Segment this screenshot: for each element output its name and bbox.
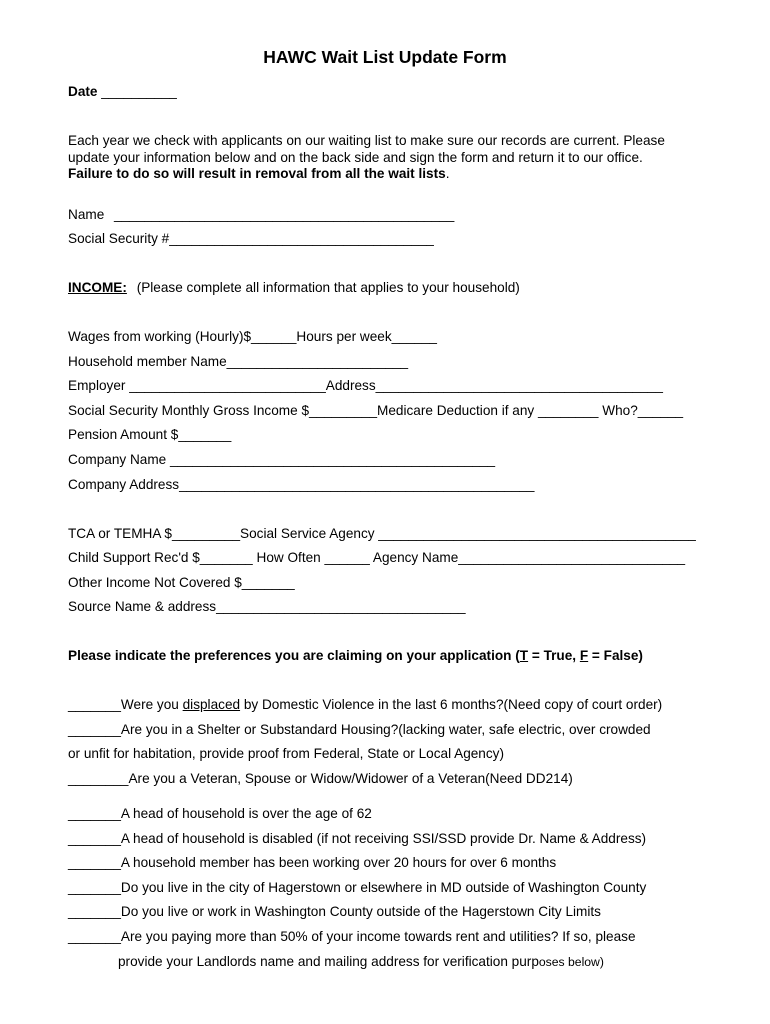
pref-blank[interactable]: _______ bbox=[68, 806, 121, 821]
ssn-label: Social Security # bbox=[68, 231, 170, 246]
pref-blank[interactable]: _______ bbox=[68, 929, 121, 944]
intro-warning: Failure to do so will result in removal from all the wait lists bbox=[68, 166, 446, 181]
employer-field[interactable]: Employer __________________________Address______________________________________ bbox=[68, 378, 663, 393]
pref-item-disabled bbox=[68, 831, 646, 847]
ssn-field bbox=[68, 231, 434, 247]
form-title: HAWC Wait List Update Form bbox=[263, 47, 507, 67]
date-blank[interactable]: __________ bbox=[101, 84, 177, 99]
tca-field[interactable]: TCA or TEMHA $_________Social Service Agency __________________________________________ bbox=[68, 526, 696, 541]
pref-text: Are you in a Shelter or Substandard Housing?(lacking water, safe electric, over crowded bbox=[120, 722, 651, 737]
pref-item-washington-county bbox=[68, 904, 601, 920]
pref-text: Do you live or work in Washington County outside of the Hagerstown City Limits bbox=[120, 904, 601, 919]
pref-blank[interactable]: _______ bbox=[68, 697, 121, 712]
pref-blank[interactable]: _______ bbox=[68, 904, 121, 919]
pref-item-working bbox=[68, 855, 556, 871]
intro-line-3 bbox=[68, 166, 449, 182]
child-support-field[interactable]: Child Support Rec'd $_______ How Often ______ Agency Name______________________________ bbox=[68, 550, 686, 565]
intro-line-1: Each year we check with applicants on our waiting list to make sure our records are current. Please bbox=[68, 133, 665, 148]
preferences-heading-text: Please indicate the preferences you are claiming on your application ( bbox=[68, 648, 520, 663]
pref-item-rent-burden bbox=[68, 929, 636, 945]
pref-text: Are you paying more than 50% of your income towards rent and utilities? If so, please bbox=[120, 929, 636, 944]
name-field bbox=[68, 207, 454, 223]
date-field bbox=[68, 84, 177, 100]
pref-item-shelter bbox=[68, 722, 651, 738]
income-heading: INCOME: bbox=[68, 280, 127, 295]
pref-blank[interactable]: _______ bbox=[68, 880, 121, 895]
wages-field[interactable]: Wages from working (Hourly)$______Hours per week______ bbox=[68, 329, 437, 344]
social-security-income-field[interactable]: Social Security Monthly Gross Income $_________Medicare Deduction if any ________ Who?______ bbox=[68, 403, 684, 418]
true-text: = True, bbox=[528, 648, 580, 663]
name-label: Name bbox=[68, 207, 105, 222]
pref-item-veteran bbox=[68, 771, 573, 787]
source-field[interactable]: Source Name & address_________________________________ bbox=[68, 599, 466, 614]
income-note: (Please complete all information that applies to your household) bbox=[136, 280, 520, 295]
pref-text: Do you live in the city of Hagerstown or elsewhere in MD outside of Washington County bbox=[120, 880, 647, 895]
pref-blank[interactable]: _______ bbox=[68, 831, 121, 846]
preferences-heading bbox=[68, 648, 643, 664]
household-member-field[interactable]: Household member Name________________________ bbox=[68, 354, 409, 369]
name-blank[interactable]: _____________________________________________ bbox=[114, 207, 455, 222]
pref-blank[interactable]: ________ bbox=[68, 771, 129, 786]
pref-text: Were you bbox=[120, 697, 183, 712]
pref-text: provide your Landlords name and mailing address for verification purp bbox=[118, 954, 539, 969]
date-label: Date bbox=[68, 84, 98, 99]
pref-item-hagerstown bbox=[68, 880, 646, 896]
pref-item-shelter-cont: or unfit for habitation, provide proof from Federal, State or Local Agency) bbox=[68, 746, 504, 761]
pref-blank[interactable]: _______ bbox=[68, 855, 121, 870]
pref-item-age-62 bbox=[68, 806, 372, 822]
intro-period: . bbox=[445, 166, 450, 181]
pension-field[interactable]: Pension Amount $_______ bbox=[68, 427, 232, 442]
other-income-field[interactable]: Other Income Not Covered $_______ bbox=[68, 575, 295, 590]
pref-text: A head of household is over the age of 62 bbox=[120, 806, 372, 821]
intro-line-2: update your information below and on the back side and sign the form and return it to our office. bbox=[68, 150, 643, 165]
pref-text-underlined: displaced bbox=[182, 697, 241, 712]
company-address-field[interactable]: Company Address_______________________________________________ bbox=[68, 477, 535, 492]
false-letter: F bbox=[579, 648, 589, 663]
pref-item-rent-burden-cont bbox=[118, 954, 604, 970]
pref-blank[interactable]: _______ bbox=[68, 722, 121, 737]
pref-item-domestic-violence bbox=[68, 697, 662, 713]
income-heading-line bbox=[68, 280, 520, 296]
pref-text: A household member has been working over 20 hours for over 6 months bbox=[120, 855, 557, 870]
pref-text: by Domestic Violence in the last 6 months?(Need copy of court order) bbox=[240, 697, 663, 712]
pref-text-small: oses below) bbox=[538, 955, 604, 969]
ssn-blank[interactable]: ___________________________________ bbox=[169, 231, 434, 246]
pref-text: A head of household is disabled (if not receiving SSI/SSD provide Dr. Name & Address) bbox=[120, 831, 647, 846]
pref-text: Are you a Veteran, Spouse or Widow/Widower of a Veteran(Need DD214) bbox=[128, 771, 573, 786]
true-letter: T bbox=[519, 648, 529, 663]
false-text: = False) bbox=[588, 648, 643, 663]
company-name-field[interactable]: Company Name ___________________________________________ bbox=[68, 452, 496, 467]
